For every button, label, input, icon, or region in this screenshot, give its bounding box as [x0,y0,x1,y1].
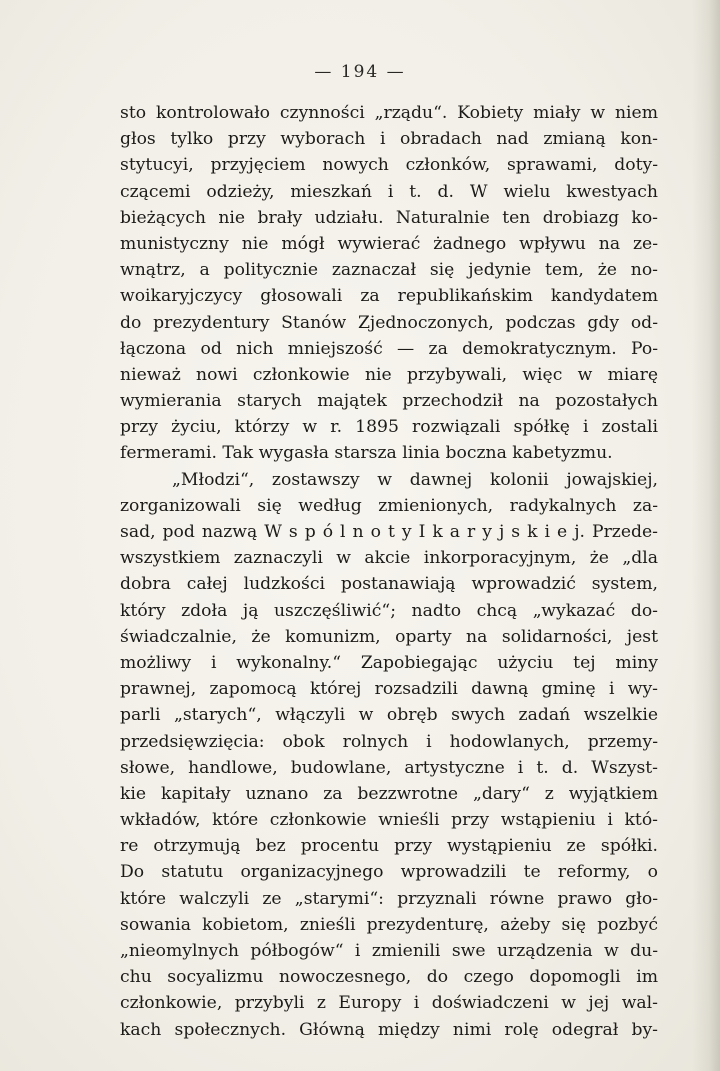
body-text [120,100,658,1043]
page-edge-shadow [692,0,720,1071]
text-line: wkładów, które członkowie wnieśli przy wstąpieniu i któ- [120,810,658,831]
text-line: członkowie, przybyli z Europy i doświadczeni w jej wal- [120,993,658,1014]
page-number: — 194 — [314,62,406,82]
text-line: dobra całej ludzkości postanawiają wprowadzić system, [120,574,658,595]
text-line: wszystkiem zaznaczyli w akcie inkorporacyjnym, że „dla [120,548,658,569]
text-line: zorganizowali się według zmienionych, radykalnych za- [120,495,658,516]
text-line: możliwy i wykonalny.“ Zapobiegając użyciu tej miny [120,652,658,673]
text-line: nieważ nowi członkowie nie przybywali, więc w miarę [120,364,658,385]
text-line: słowe, handlowe, budowlane, artystyczne i t. d. Wszyst- [120,757,658,778]
text-line: przy życiu, którzy w r. 1895 rozwiązali spółkę i zostali [120,417,658,438]
text-line: który zdoła ją uszczęśliwić“; nadto chcą „wykazać do- [120,600,658,621]
text-line: fermerami. Tak wygasła starsza linia boczna kabetyzmu. [120,443,613,464]
text-line: kach społecznych. Główną między nimi rolę odegrał by- [120,1019,658,1040]
text-line: „Młodzi“, zostawszy w dawnej kolonii jowajskiej, [172,469,658,490]
text-line: Do statutu organizacyjnego wprowadzili te reformy, o [120,862,658,883]
text-line: munistyczny nie mógł wywierać żadnego wpływu na ze- [120,233,658,254]
text-line: głos tylko przy wyborach i obradach nad zmianą kon- [120,129,658,150]
text-line: łączona od nich mniejszość — za demokratycznym. Po- [120,338,658,359]
text-line: wymierania starych majątek przechodził na pozostałych [120,391,658,412]
text-line: do prezydentury Stanów Zjednoczonych, podczas gdy od- [120,312,658,333]
text-line: prawnej, zapomocą której rozsadzili dawną gminę i wy- [120,679,658,700]
text-line: parli „starych“, włączyli w obręb swych zadań wszelkie [120,705,658,726]
text-line: wnątrz, a politycznie zaznaczał się jedynie tem, że no- [120,260,658,281]
text-line: bieżących nie brały udziału. Naturalnie ten drobiazg ko- [120,207,658,228]
text-line: czącemi odzieży, mieszkań i t. d. W wielu kwestyach [120,181,658,202]
text-line: sowania kobietom, znieśli prezydenturę, ażeby się pozbyć [120,914,658,935]
text-line: sad, pod nazwą W s p ó l n o t y I k a r y j s k i e j. Przede- [120,522,658,542]
text-line: kie kapitały uznano za bezzwrotne „dary“ z wyjątkiem [120,783,658,804]
text-line: re otrzymują bez procentu przy wystąpieniu ze spółki. [120,836,658,857]
text-line: woikaryjczycy głosowali za republikańskim kandydatem [120,286,658,307]
text-line: chu socyalizmu nowoczesnego, do czego dopomogli im [120,967,658,988]
text-line: „nieomylnych półbogów“ i zmienili swe urządzenia w du- [120,941,658,961]
text-line: które walczyli ze „starymi“: przyznali równe prawo gło- [120,888,658,909]
text-line: sto kontrolowało czynności „rządu“. Kobiety miały w niem [120,103,658,123]
text-line: świadczalnie, że komunizm, oparty na solidarności, jest [120,626,658,647]
text-line: przedsięwzięcia: obok rolnych i hodowlanych, przemy- [120,731,658,752]
text-line: stytucyi, przyjęciem nowych członków, sprawami, doty- [120,155,658,176]
